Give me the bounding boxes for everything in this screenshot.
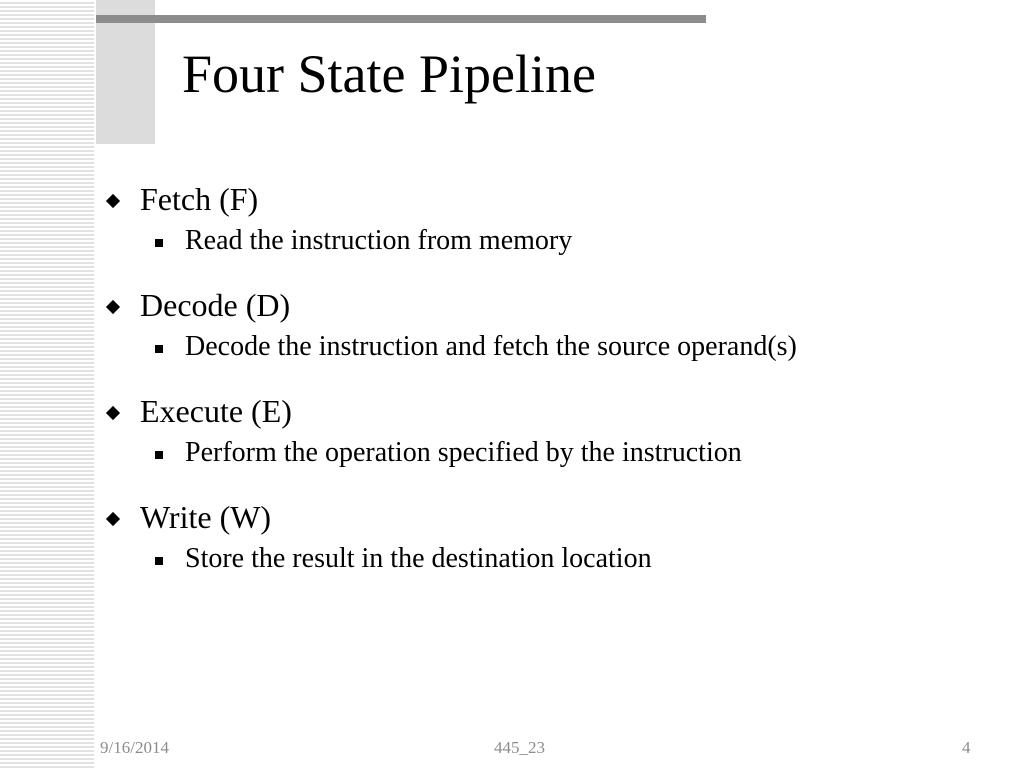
diamond-bullet-icon: [106, 406, 120, 420]
sub-bullet-item: [104, 225, 1004, 284]
sub-bullet-item: [104, 543, 1004, 602]
footer-date: 9/16/2014: [100, 738, 169, 757]
square-bullet-icon: [155, 451, 163, 459]
decorative-stripes: [0, 0, 94, 768]
sub-bullet-item: [104, 437, 1004, 496]
bullet-item-fetch: [104, 178, 1004, 230]
square-bullet-icon: [155, 239, 163, 247]
decorative-accent-bar: [96, 15, 706, 23]
square-bullet-icon: [155, 557, 163, 565]
square-bullet-icon: [155, 345, 163, 353]
bullet-item-execute: [104, 390, 1004, 442]
footer-course-code: 445_23: [494, 738, 545, 757]
bullet-label: Fetch (F): [140, 181, 259, 217]
slide-title: Four State Pipeline: [182, 44, 596, 104]
bullet-label: Execute (E): [140, 393, 292, 429]
diamond-bullet-icon: [106, 194, 120, 208]
bullet-label: Decode (D): [140, 287, 291, 323]
sub-bullet-item: [104, 331, 1004, 390]
diamond-bullet-icon: [106, 300, 120, 314]
bullet-item-write: [104, 496, 1004, 548]
bullet-label: Write (W): [140, 499, 272, 535]
sub-bullet-text: Store the result in the destination location: [185, 543, 652, 574]
bullet-list: [104, 178, 1004, 602]
diamond-bullet-icon: [106, 512, 120, 526]
sub-bullet-text: Read the instruction from memory: [185, 225, 573, 256]
sub-bullet-text: Perform the operation specified by the instruction: [185, 437, 742, 468]
footer-page-number: 4: [962, 738, 971, 757]
sub-bullet-text: Decode the instruction and fetch the source operand(s): [185, 331, 797, 362]
bullet-item-decode: [104, 284, 1004, 336]
